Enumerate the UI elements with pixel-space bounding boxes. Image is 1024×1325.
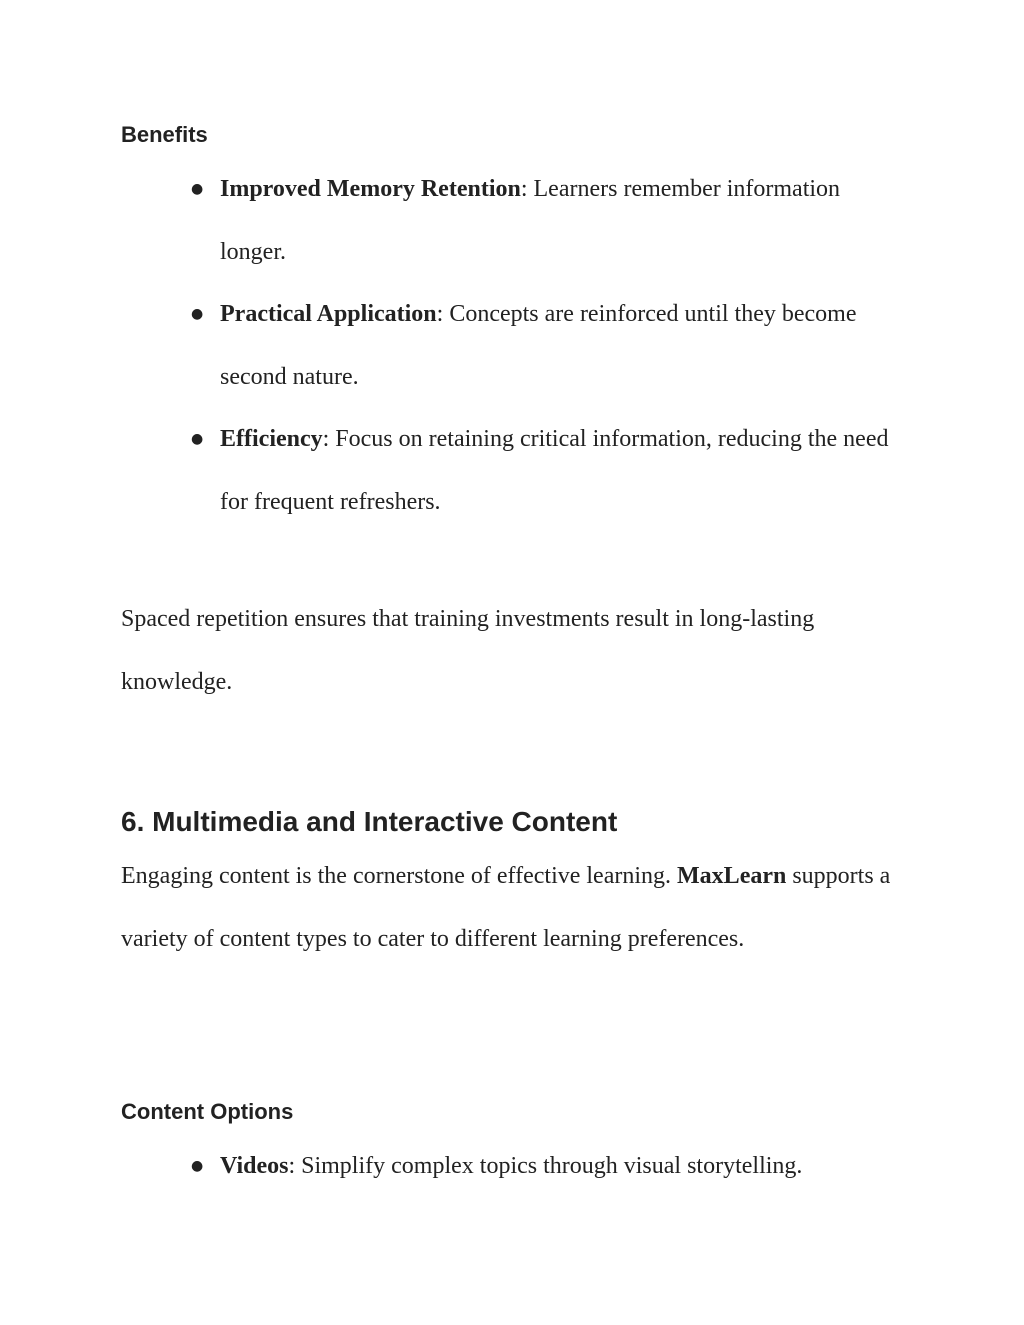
benefit-term: Efficiency — [220, 426, 323, 452]
section-intro — [121, 845, 911, 970]
benefits-list — [121, 158, 911, 533]
list-item — [121, 283, 911, 408]
bullet-icon: ● — [191, 1158, 204, 1174]
section-heading: 6. Multimedia and Interactive Content — [121, 806, 618, 837]
bullet-icon: ● — [191, 181, 204, 197]
benefits-heading: Benefits — [121, 122, 208, 147]
brand-name: MaxLearn — [677, 863, 787, 889]
list-item — [121, 158, 911, 283]
benefit-term: Improved Memory Retention — [220, 176, 521, 202]
option-description: : Simplify complex topics through visual storytelling. — [288, 1153, 803, 1179]
benefit-description: : Learners remember information longer. — [220, 176, 841, 265]
benefit-description: : Focus on retaining critical information, reducing the need for frequent refreshers. — [220, 426, 889, 515]
content-options-heading: Content Options — [121, 1099, 294, 1124]
benefit-description: : Concepts are reinforced until they become second nature. — [220, 301, 857, 390]
list-item — [121, 408, 911, 533]
bullet-icon: ● — [191, 306, 204, 322]
benefits-summary: Spaced repetition ensures that training investments result in long-lasting knowledge. — [121, 606, 815, 695]
benefit-term: Practical Application — [220, 301, 437, 327]
content-options-list — [121, 1135, 911, 1198]
bullet-icon: ● — [191, 431, 204, 447]
list-item — [121, 1135, 911, 1198]
intro-text-continued: supports a variety of content types to cater to different learning preferences. — [121, 863, 891, 952]
option-term: Videos — [220, 1153, 289, 1179]
intro-text: Engaging content is the cornerstone of effective learning. — [121, 863, 678, 889]
